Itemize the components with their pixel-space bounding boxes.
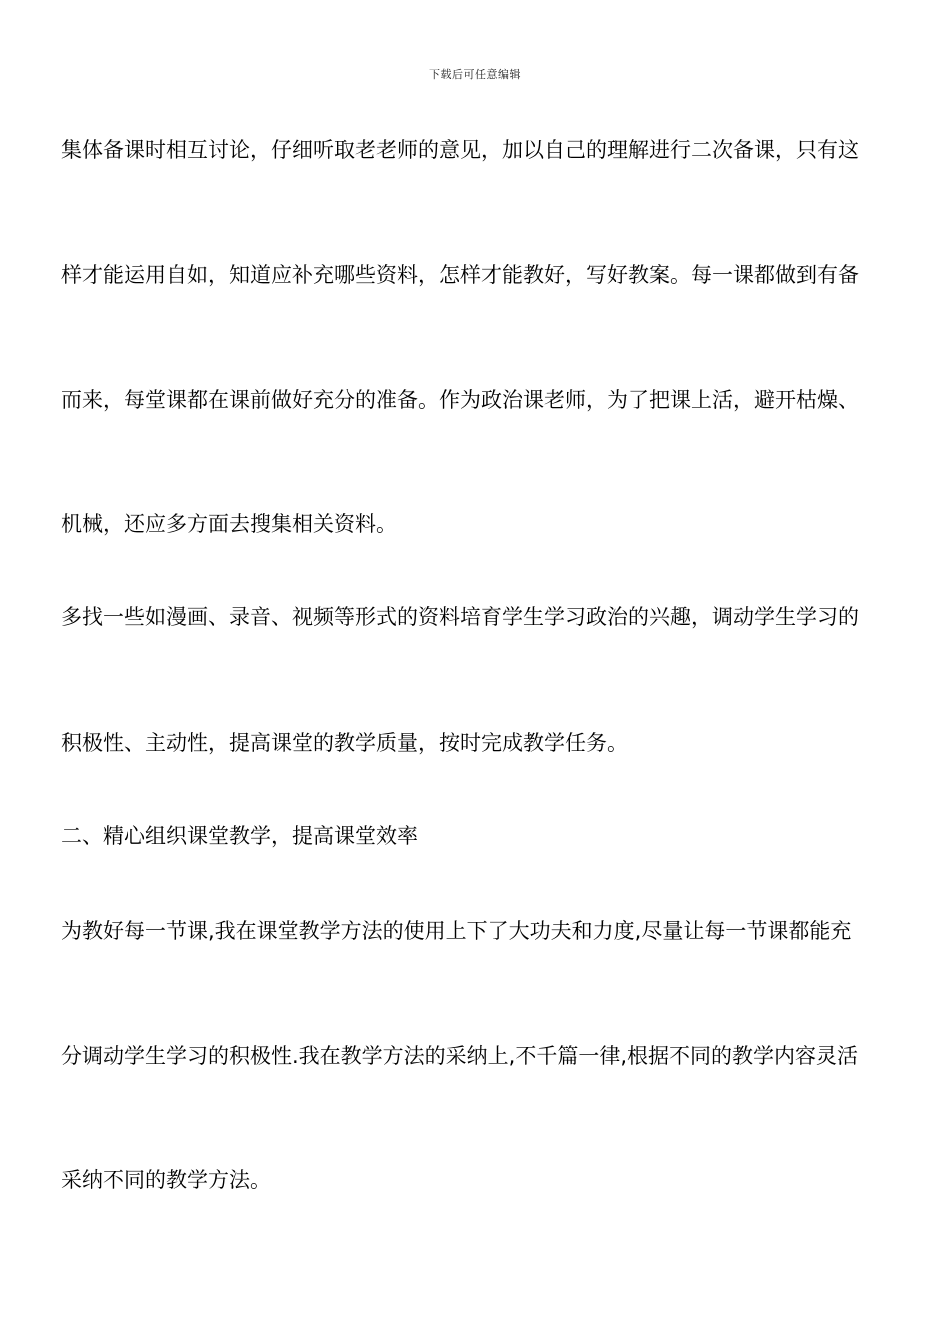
paragraph-line-7: 为教好每一节课,我在课堂教学方法的使用上下了大功夫和力度,尽量让每一节课都能充 [61, 919, 852, 943]
paragraph-line-1: 集体备课时相互讨论，仔细听取老老师的意见，加以自己的理解进行二次备课，只有这 [61, 138, 859, 162]
paragraph-line-2: 样才能运用自如，知道应补充哪些资料，怎样才能教好，写好教案。每一课都做到有备 [61, 263, 859, 287]
paragraph-line-3: 而来，每堂课都在课前做好充分的准备。作为政治课老师，为了把课上活，避开枯燥、 [61, 388, 859, 412]
paragraph-line-8: 分调动学生学习的积极性.我在教学方法的采纳上,不千篇一律,根据不同的教学内容灵活 [61, 1044, 859, 1068]
page-header: 下载后可任意编辑 [429, 68, 521, 81]
paragraph-line-9: 采纳不同的教学方法。 [61, 1168, 271, 1192]
section-heading: 二、精心组织课堂教学，提高课堂效率 [61, 824, 418, 848]
paragraph-line-6: 积极性、主动性，提高课堂的教学质量，按时完成教学任务。 [61, 731, 628, 755]
paragraph-line-4: 机械，还应多方面去搜集相关资料。 [61, 512, 397, 536]
paragraph-line-5: 多找一些如漫画、录音、视频等形式的资料培育学生学习政治的兴趣，调动学生学习的 [61, 605, 859, 629]
